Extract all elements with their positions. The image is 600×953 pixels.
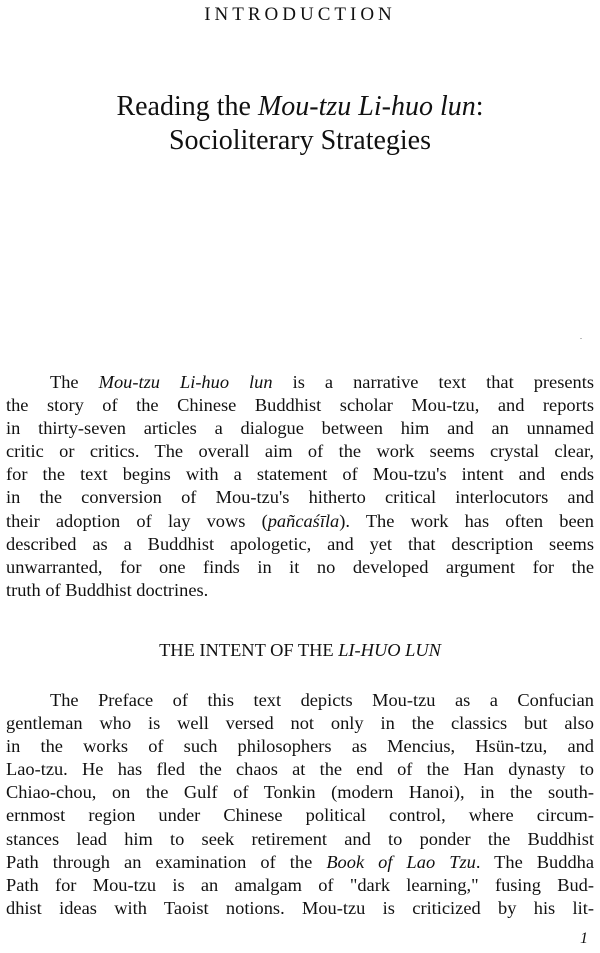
text-line: gentleman who is well versed not only in the classics but also <box>6 713 594 734</box>
running-head: INTRODUCTION <box>204 4 396 25</box>
scan-speck <box>580 338 582 339</box>
text-line: in thirty-seven articles a dialogue between him and an unnamed <box>6 418 594 439</box>
text-line: in the conversion of Mou-tzu's hitherto critical interlocutors and <box>6 487 594 508</box>
text-line: unwarranted, for one finds in it no developed argument for the <box>6 556 594 577</box>
page-number: 1 <box>580 930 588 947</box>
text-line: The Preface of this text depicts Mou-tzu as a Confucian <box>50 690 594 710</box>
text-line: for the text begins with a statement of Mou-tzu's intent and ends <box>6 464 594 485</box>
text-line: stances lead him to seek retirement and to ponder the Buddhist <box>6 828 594 849</box>
text-line: ernmost region under Chinese political control, where circum- <box>6 805 594 826</box>
body-paragraph <box>6 689 594 920</box>
section-heading: THE INTENT OF THE LI-HUO LUN <box>159 640 441 660</box>
text-line: in the works of such philosophers as Mencius, Hsün-tzu, and <box>6 736 594 757</box>
chapter-title <box>0 90 600 158</box>
text-line: Path for Mou-tzu is an amalgam of "dark learning," fusing Bud- <box>6 874 594 895</box>
text-line: Chiao-chou, on the Gulf of Tonkin (modern Hanoi), in the south- <box>6 782 594 803</box>
text-line: truth of Buddhist doctrines. <box>6 579 209 600</box>
text-line: Lao-tzu. He has fled the chaos at the end of the Han dynasty to <box>6 759 594 780</box>
text-line: their adoption of lay vows (pañcaśīla). The work has often been <box>6 510 594 531</box>
opening-paragraph <box>6 371 594 602</box>
text-line: described as a Buddhist apologetic, and yet that description seems <box>6 533 594 554</box>
chapter-title-line-1: Reading the Mou-tzu Li-huo lun: <box>116 91 484 122</box>
text-line: The Mou-tzu Li-huo lun is a narrative text that presents <box>50 372 594 392</box>
text-line: critic or critics. The overall aim of the work seems crystal clear, <box>6 441 594 462</box>
text-line: dhist ideas with Taoist notions. Mou-tzu is criticized by his lit- <box>6 897 594 918</box>
chapter-title-line-2: Socioliterary Strategies <box>168 125 432 156</box>
text-line: the story of the Chinese Buddhist scholar Mou-tzu, and reports <box>6 395 594 416</box>
text-line: Path through an examination of the Book of Lao Tzu. The Buddha <box>6 851 595 872</box>
